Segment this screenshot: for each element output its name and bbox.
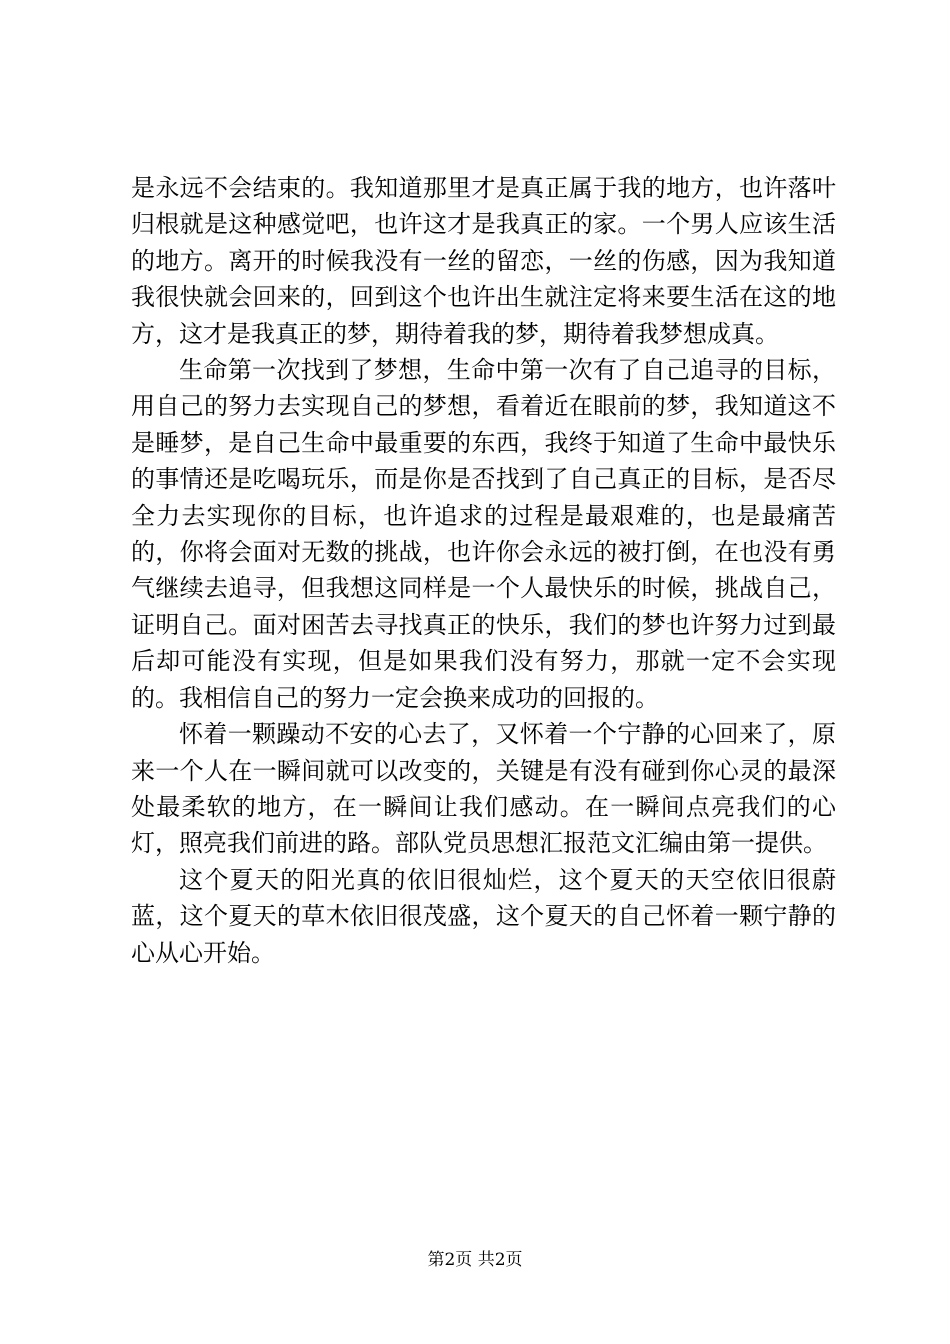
paragraph: 怀着一颗躁动不安的心去了，又怀着一个宁静的心回来了，原来一个人在一瞬间就可以改变的，关键是有没有碰到你心灵的最深处最柔软的地方，在一瞬间让我们感动。在一瞬间点亮我们的心灯，照亮我们前进的路。部队党员思想汇报范文汇编由第一提供。: [131, 720, 836, 858]
document-body: [131, 170, 836, 971]
page-number-footer: 第2页 共2页: [427, 1250, 523, 1270]
paragraph-continued: 是永远不会结束的。我知道那里才是真正属于我的地方，也许落叶归根就是这种感觉吧，也许这才是我真正的家。一个男人应该生活的地方。离开的时候我没有一丝的留恋，一丝的伤感，因为我知道我很快就会回来的，回到这个也许出生就注定将来要生活在这的地方，这才是我真正的梦，期待着我的梦，期待着我梦想成真。: [131, 174, 836, 348]
paragraph: 这个夏天的阳光真的依旧很灿烂，这个夏天的天空依旧很蔚蓝，这个夏天的草木依旧很茂盛，这个夏天的自己怀着一颗宁静的心从心开始。: [131, 865, 836, 967]
paragraph: 生命第一次找到了梦想，生命中第一次有了自己追寻的目标，用自己的努力去实现自己的梦想，看着近在眼前的梦，我知道这不是睡梦，是自己生命中最重要的东西，我终于知道了生命中最快乐的事情还是吃喝玩乐，而是你是否找到了自己真正的目标，是否尽全力去实现你的目标，也许追求的过程是最艰难的，也是最痛苦的，你将会面对无数的挑战，也许你会永远的被打倒，在也没有勇气继续去追寻，但我想这同样是一个人最快乐的时候，挑战自己，证明自己。面对困苦去寻找真正的快乐，我们的梦也许努力过到最后却可能没有实现，但是如果我们没有努力，那就一定不会实现的。我相信自己的努力一定会换来成功的回报的。: [131, 356, 836, 712]
